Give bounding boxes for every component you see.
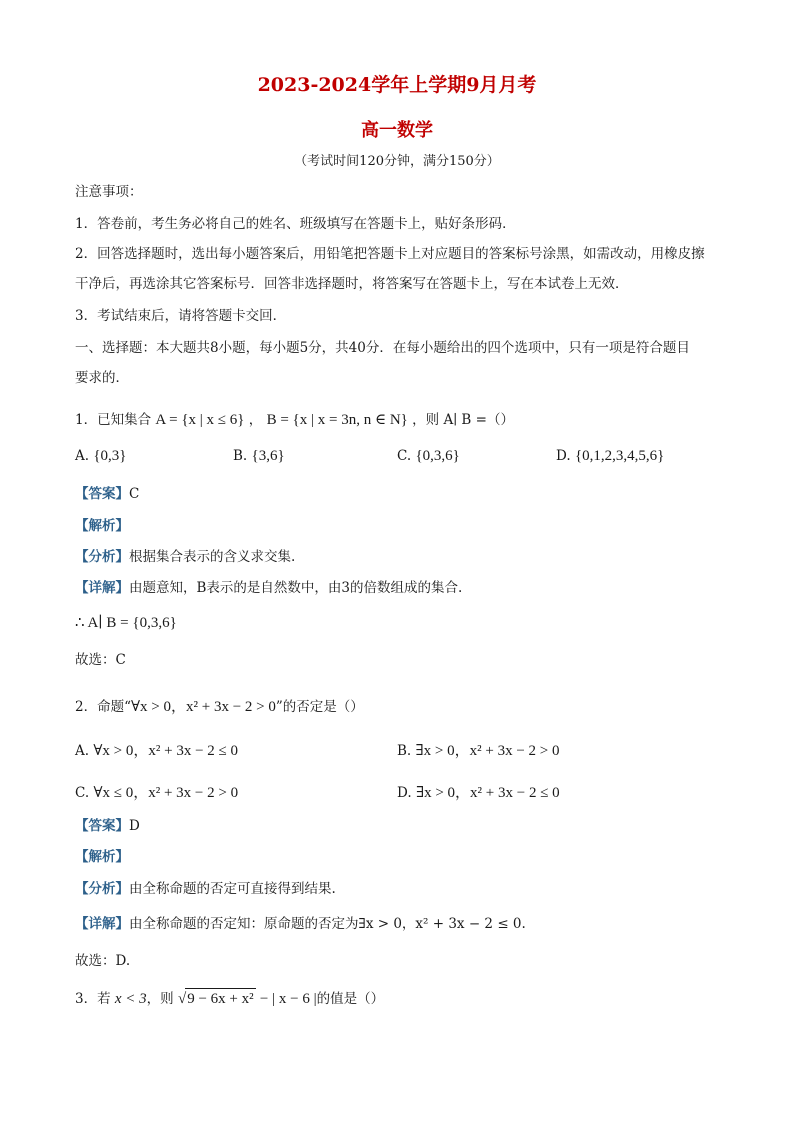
q2-option-b[interactable] (397, 739, 560, 760)
q1-detail (75, 578, 462, 598)
q1-option-b-value: {3,6} (251, 448, 285, 464)
q1-stem-suffix: ，则 A∣ B =（） (412, 412, 514, 428)
q1-fenxi-tag: 【分析】 (75, 549, 129, 565)
q2-option-a[interactable] (75, 739, 238, 760)
q1-choice: 故选：C (75, 652, 126, 668)
exam-title: 2023-2024学年上学期9月月考 (257, 74, 537, 96)
q2-analysis (75, 847, 129, 867)
section-heading-line1: 一、选择题：本大题共8小题，每小题5分，共40分．在每小题给出的四个选项中，只有一项是符合题目 (75, 340, 690, 356)
q1-answer-value: C (129, 486, 140, 502)
q1-option-a-label: A. (75, 448, 90, 464)
q2-stem-prefix: 2．命题“ (75, 699, 131, 715)
q1-set-b: B = {x | x = 3n, n ∈ N} (266, 412, 408, 428)
q1-fenxi-text: 根据集合表示的含义求交集. (129, 549, 296, 565)
q2-option-b-label: B. (397, 743, 412, 759)
q1-option-b[interactable] (233, 448, 285, 465)
note-item-2a: 2．回答选择题时，选出每小题答案后，用铅笔把答题卡上对应题目的答案标号涂黑，如需改动，用橡皮擦 (75, 246, 705, 262)
q1-option-a-value: {0,3} (93, 448, 127, 464)
q1-stem (75, 410, 514, 430)
q1-detail-text: 由题意知，B表示的是自然数中，由3的倍数组成的集合. (129, 580, 463, 596)
q1-conclusion: ∴ A∣ B = {0,3,6} (75, 615, 177, 631)
q2-analysis-tag: 【解析】 (75, 849, 129, 865)
q2-answer-value: D (129, 818, 140, 834)
q1-answer (75, 484, 139, 504)
q2-option-a-value: ∀x > 0，x² + 3x − 2 ≤ 0 (93, 743, 239, 759)
q2-fenxi-text: 由全称命题的否定可直接得到结果. (129, 881, 336, 897)
note-item-1: 1．答卷前，考生务必将自己的姓名、班级填写在答题卡上，贴好条形码． (75, 216, 516, 232)
q3-stem (75, 988, 384, 1009)
q2-option-c[interactable] (75, 781, 238, 802)
q1-option-d-label: D. (556, 448, 571, 464)
q2-stem-math: ∀x > 0，x² + 3x − 2 > 0 (131, 699, 276, 715)
q1-stem-prefix: 1．已知集合 (75, 412, 152, 428)
q3-stem-prefix: 3．若 (75, 991, 111, 1007)
q1-analysis-tag: 【解析】 (75, 518, 129, 534)
q1-detail-tag: 【详解】 (75, 580, 129, 596)
q1-answer-tag: 【答案】 (75, 486, 129, 502)
notes-heading: 注意事项： (75, 184, 143, 200)
q2-detail (75, 914, 526, 934)
q2-answer (75, 816, 140, 836)
q2-fenxi-tag: 【分析】 (75, 881, 129, 897)
q3-stem-suffix: 的值是（） (316, 991, 385, 1007)
q2-detail-text: 由全称命题的否定知：原命题的否定为∃x > 0，x² + 3x − 2 ≤ 0. (129, 916, 526, 932)
q1-option-a[interactable] (75, 448, 127, 465)
q2-option-d[interactable] (397, 781, 560, 802)
note-item-2b: 干净后，再选涂其它答案标号．回答非选择题时，将答案写在答题卡上，写在本试卷上无效． (75, 276, 629, 292)
q2-fenxi (75, 879, 336, 899)
q1-fenxi (75, 547, 295, 567)
section-heading-line2: 要求的． (75, 370, 129, 386)
q1-comma: ， (248, 412, 263, 428)
q1-analysis (75, 516, 129, 536)
subject-title: 高一数学 (361, 120, 433, 141)
q3-mid: ，则 (146, 991, 174, 1007)
exam-info: （考试时间120分钟，满分150分） (294, 154, 500, 169)
q1-set-a: A = {x | x ≤ 6} (155, 412, 245, 428)
q2-choice: 故选：D. (75, 953, 131, 969)
q1-option-c-label: C. (397, 448, 412, 464)
q3-condition: x < 3 (114, 991, 147, 1007)
q1-option-d-value: {0,1,2,3,4,5,6} (574, 448, 665, 464)
q1-option-c[interactable] (397, 448, 460, 465)
q3-sqrt-sign: √ (177, 991, 187, 1007)
q1-option-b-label: B. (233, 448, 248, 464)
q2-detail-tag: 【详解】 (75, 916, 129, 932)
q2-option-b-value: ∃x > 0，x² + 3x − 2 > 0 (415, 743, 560, 759)
note-item-3: 3．考试结束后，请将答题卡交回． (75, 308, 287, 324)
q2-option-d-value: ∃x > 0，x² + 3x − 2 ≤ 0 (415, 785, 560, 801)
q2-option-d-label: D. (397, 785, 412, 801)
q3-radicand: 9 − 6x + x² (185, 988, 255, 1009)
q2-option-c-label: C. (75, 785, 90, 801)
q2-stem-suffix: ”的否定是（） (275, 699, 364, 715)
q2-option-a-label: A. (75, 743, 90, 759)
q1-option-c-value: {0,3,6} (415, 448, 460, 464)
q2-answer-tag: 【答案】 (75, 818, 129, 834)
q3-abs: − | x − 6 | (259, 991, 317, 1007)
q2-option-c-value: ∀x ≤ 0，x² + 3x − 2 > 0 (93, 785, 239, 801)
q2-stem (75, 697, 364, 717)
q1-option-d[interactable] (556, 448, 664, 465)
